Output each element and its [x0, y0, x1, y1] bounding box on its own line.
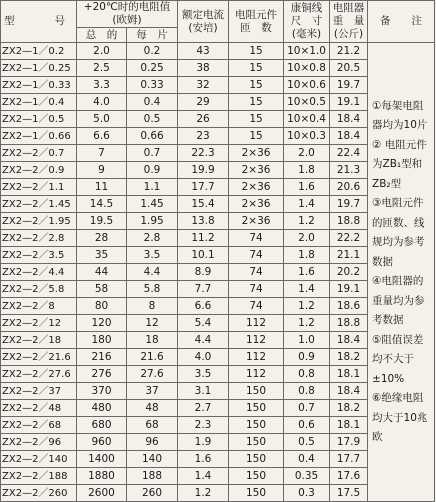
- model-cell: ZX2—2／12: [1, 315, 77, 332]
- rated-current-cell: 1.4: [178, 468, 229, 485]
- total-resistance-cell: 44: [77, 264, 127, 281]
- total-resistance-cell: 35: [77, 247, 127, 264]
- wire-size-cell: 1.2: [284, 298, 330, 315]
- wire-size-cell: 10×0.4: [284, 111, 330, 128]
- total-resistance-cell: 19.5: [77, 213, 127, 230]
- element-turns-cell: 150: [229, 468, 284, 485]
- weight-cell: 20.6: [330, 179, 368, 196]
- per-piece-resistance-cell: 1.45: [127, 196, 178, 213]
- rated-current-cell: 17.7: [178, 179, 229, 196]
- total-resistance-cell: 1400: [77, 451, 127, 468]
- element-turns-cell: 150: [229, 400, 284, 417]
- header-rated-current-line1: 额定电流: [182, 8, 225, 21]
- rated-current-cell: 1.9: [178, 434, 229, 451]
- weight-cell: 18.4: [330, 111, 368, 128]
- header-type: [1, 1, 77, 43]
- element-turns-cell: 2×36: [229, 196, 284, 213]
- remark-item: ⑥绝缘电阻均大于10兆欧: [372, 392, 428, 443]
- wire-size-cell: 1.2: [284, 213, 330, 230]
- rated-current-cell: 43: [178, 43, 229, 60]
- header-per-piece: 每 片: [127, 28, 178, 43]
- weight-cell: 19.7: [330, 196, 368, 213]
- per-piece-resistance-cell: 96: [127, 434, 178, 451]
- table-body: [1, 43, 435, 502]
- element-turns-cell: 150: [229, 417, 284, 434]
- header-type-a: 型: [4, 15, 15, 27]
- per-piece-resistance-cell: 12: [127, 315, 178, 332]
- header-row: [1, 1, 435, 28]
- weight-cell: 22.2: [330, 230, 368, 247]
- wire-size-cell: 10×0.8: [284, 60, 330, 77]
- per-piece-resistance-cell: 188: [127, 468, 178, 485]
- total-resistance-cell: 2.5: [77, 60, 127, 77]
- remark-item: ② 电阻元件为ZB₁型和ZB₂型: [372, 138, 427, 190]
- per-piece-resistance-cell: 3.5: [127, 247, 178, 264]
- model-cell: ZX2—2／8: [1, 298, 77, 315]
- per-piece-resistance-cell: 18: [127, 332, 178, 349]
- total-resistance-cell: 28: [77, 230, 127, 247]
- element-turns-cell: 15: [229, 43, 284, 60]
- model-cell: ZX2—2／37: [1, 383, 77, 400]
- per-piece-resistance-cell: 0.25: [127, 60, 178, 77]
- element-turns-cell: 150: [229, 451, 284, 468]
- total-resistance-cell: 9: [77, 162, 127, 179]
- per-piece-resistance-cell: 48: [127, 400, 178, 417]
- total-resistance-cell: 2.0: [77, 43, 127, 60]
- remark-item: ③电阻元件的匝数、线规均为参考数据: [372, 197, 425, 268]
- per-piece-resistance-cell: 1.95: [127, 213, 178, 230]
- rated-current-cell: 2.7: [178, 400, 229, 417]
- wire-size-cell: 0.7: [284, 400, 330, 417]
- element-turns-cell: 15: [229, 94, 284, 111]
- model-cell: ZX2—1／0.33: [1, 77, 77, 94]
- per-piece-resistance-cell: 0.5: [127, 111, 178, 128]
- total-resistance-cell: 4.0: [77, 94, 127, 111]
- total-resistance-cell: 216: [77, 349, 127, 366]
- wire-size-cell: 0.9: [284, 349, 330, 366]
- model-cell: ZX2—2／0.9: [1, 162, 77, 179]
- total-resistance-cell: 80: [77, 298, 127, 315]
- element-turns-cell: 2×36: [229, 162, 284, 179]
- element-turns-cell: 112: [229, 349, 284, 366]
- weight-cell: 18.1: [330, 366, 368, 383]
- per-piece-resistance-cell: 0.7: [127, 145, 178, 162]
- per-piece-resistance-cell: 8: [127, 298, 178, 315]
- per-piece-resistance-cell: 2.8: [127, 230, 178, 247]
- per-piece-resistance-cell: 0.33: [127, 77, 178, 94]
- wire-size-cell: 0.5: [284, 434, 330, 451]
- header-remarks: 备 注: [368, 1, 435, 43]
- total-resistance-cell: 2600: [77, 485, 127, 502]
- wire-size-cell: 0.35: [284, 468, 330, 485]
- total-resistance-cell: 680: [77, 417, 127, 434]
- wire-size-cell: 1.8: [284, 247, 330, 264]
- rated-current-cell: 13.8: [178, 213, 229, 230]
- weight-cell: 18.1: [330, 417, 368, 434]
- wire-size-cell: 10×0.6: [284, 77, 330, 94]
- rated-current-cell: 32: [178, 77, 229, 94]
- rated-current-cell: 6.6: [178, 298, 229, 315]
- weight-cell: 17.6: [330, 468, 368, 485]
- header-weight-line1: 电阻器: [332, 2, 365, 14]
- weight-cell: 18.8: [330, 315, 368, 332]
- remark-item: ④电阻器的重量均为参考数据: [372, 275, 425, 326]
- header-resistance-line1: +20℃时的电阻值: [83, 1, 171, 13]
- table-row: [1, 43, 435, 60]
- wire-size-cell: 1.6: [284, 179, 330, 196]
- header-wire-line3: (毫米): [291, 28, 322, 40]
- element-turns-cell: 112: [229, 366, 284, 383]
- element-turns-cell: 74: [229, 298, 284, 315]
- rated-current-cell: 2.3: [178, 417, 229, 434]
- weight-cell: 18.4: [330, 128, 368, 145]
- element-turns-cell: 15: [229, 111, 284, 128]
- weight-cell: 18.4: [330, 332, 368, 349]
- wire-size-cell: 0.6: [284, 417, 330, 434]
- total-resistance-cell: 14.5: [77, 196, 127, 213]
- rated-current-cell: 26: [178, 111, 229, 128]
- weight-cell: 19.1: [330, 281, 368, 298]
- weight-cell: 21.1: [330, 247, 368, 264]
- rated-current-cell: 4.4: [178, 332, 229, 349]
- wire-size-cell: 1.2: [284, 315, 330, 332]
- model-cell: ZX2—1／0.66: [1, 128, 77, 145]
- weight-cell: 18.6: [330, 298, 368, 315]
- per-piece-resistance-cell: 140: [127, 451, 178, 468]
- model-cell: ZX2—2／1.1: [1, 179, 77, 196]
- wire-size-cell: 1.8: [284, 162, 330, 179]
- per-piece-resistance-cell: 0.4: [127, 94, 178, 111]
- total-resistance-cell: 58: [77, 281, 127, 298]
- model-cell: ZX2—1／0.25: [1, 60, 77, 77]
- weight-cell: 21.2: [330, 43, 368, 60]
- model-cell: ZX2—2／3.5: [1, 247, 77, 264]
- rated-current-cell: 8.9: [178, 264, 229, 281]
- header-total: 总 的: [77, 28, 127, 43]
- model-cell: ZX2—2／140: [1, 451, 77, 468]
- header-elements: [229, 1, 284, 43]
- weight-cell: 17.5: [330, 485, 368, 502]
- wire-size-cell: 0.4: [284, 451, 330, 468]
- weight-cell: 18.4: [330, 383, 368, 400]
- rated-current-cell: 19.9: [178, 162, 229, 179]
- header-type-b: 号: [54, 15, 65, 27]
- header-rated-current-line2: (安培): [188, 21, 218, 34]
- weight-cell: 19.1: [330, 94, 368, 111]
- model-cell: ZX2—2／68: [1, 417, 77, 434]
- wire-size-cell: 10×0.5: [284, 94, 330, 111]
- wire-size-cell: 10×1.0: [284, 43, 330, 60]
- wire-size-cell: 1.0: [284, 332, 330, 349]
- wire-size-cell: 1.4: [284, 196, 330, 213]
- per-piece-resistance-cell: 0.2: [127, 43, 178, 60]
- wire-size-cell: 0.3: [284, 485, 330, 502]
- model-cell: ZX2—1／0.2: [1, 43, 77, 60]
- header-elements-line1: 电阻元件: [235, 8, 278, 21]
- weight-cell: 19.7: [330, 77, 368, 94]
- total-resistance-cell: 960: [77, 434, 127, 451]
- element-turns-cell: 112: [229, 315, 284, 332]
- total-resistance-cell: 3.3: [77, 77, 127, 94]
- model-cell: ZX2—2／4.4: [1, 264, 77, 281]
- element-turns-cell: 15: [229, 77, 284, 94]
- model-cell: ZX2—2／1.45: [1, 196, 77, 213]
- per-piece-resistance-cell: 4.4: [127, 264, 178, 281]
- header-weight: [330, 1, 368, 43]
- header-resistance: [77, 1, 178, 28]
- header-wire: [284, 1, 330, 43]
- element-turns-cell: 15: [229, 128, 284, 145]
- model-cell: ZX2—2／27.6: [1, 366, 77, 383]
- wire-size-cell: 0.8: [284, 366, 330, 383]
- per-piece-resistance-cell: 5.8: [127, 281, 178, 298]
- total-resistance-cell: 370: [77, 383, 127, 400]
- model-cell: ZX2—2／48: [1, 400, 77, 417]
- header-resistance-line2: (欧姆): [112, 14, 142, 26]
- model-cell: ZX2—2／188: [1, 468, 77, 485]
- header-weight-line3: (公斤): [333, 28, 364, 40]
- element-turns-cell: 2×36: [229, 145, 284, 162]
- rated-current-cell: 23: [178, 128, 229, 145]
- rated-current-cell: 15.4: [178, 196, 229, 213]
- total-resistance-cell: 11: [77, 179, 127, 196]
- model-cell: ZX2—1／0.4: [1, 94, 77, 111]
- wire-size-cell: 0.8: [284, 383, 330, 400]
- model-cell: ZX2—2／2.8: [1, 230, 77, 247]
- element-turns-cell: 74: [229, 264, 284, 281]
- model-cell: ZX2—2／96: [1, 434, 77, 451]
- total-resistance-cell: 7: [77, 145, 127, 162]
- rated-current-cell: 10.1: [178, 247, 229, 264]
- per-piece-resistance-cell: 27.6: [127, 366, 178, 383]
- element-turns-cell: 2×36: [229, 179, 284, 196]
- element-turns-cell: 2×36: [229, 213, 284, 230]
- per-piece-resistance-cell: 0.66: [127, 128, 178, 145]
- weight-cell: 21.3: [330, 162, 368, 179]
- total-resistance-cell: 5.0: [77, 111, 127, 128]
- rated-current-cell: 3.1: [178, 383, 229, 400]
- total-resistance-cell: 276: [77, 366, 127, 383]
- wire-size-cell: 2.0: [284, 145, 330, 162]
- model-cell: ZX2—1／0.5: [1, 111, 77, 128]
- per-piece-resistance-cell: 68: [127, 417, 178, 434]
- element-turns-cell: 74: [229, 230, 284, 247]
- model-cell: ZX2—2／21.6: [1, 349, 77, 366]
- header-elements-line2: 匝 数: [240, 21, 272, 34]
- model-cell: ZX2—2／0.7: [1, 145, 77, 162]
- total-resistance-cell: 180: [77, 332, 127, 349]
- remark-item: ①每架电阻器均为10片: [372, 99, 428, 131]
- per-piece-resistance-cell: 260: [127, 485, 178, 502]
- model-cell: ZX2—2／5.8: [1, 281, 77, 298]
- rated-current-cell: 4.0: [178, 349, 229, 366]
- weight-cell: 22.4: [330, 145, 368, 162]
- element-turns-cell: 150: [229, 434, 284, 451]
- total-resistance-cell: 120: [77, 315, 127, 332]
- rated-current-cell: 3.5: [178, 366, 229, 383]
- weight-cell: 20.2: [330, 264, 368, 281]
- total-resistance-cell: 1880: [77, 468, 127, 485]
- rated-current-cell: 22.3: [178, 145, 229, 162]
- total-resistance-cell: 6.6: [77, 128, 127, 145]
- rated-current-cell: 29: [178, 94, 229, 111]
- weight-cell: 18.2: [330, 400, 368, 417]
- rated-current-cell: 1.2: [178, 485, 229, 502]
- model-cell: ZX2—2／1.95: [1, 213, 77, 230]
- rated-current-cell: 5.4: [178, 315, 229, 332]
- header-rated-current: [178, 1, 229, 43]
- weight-cell: 20.5: [330, 60, 368, 77]
- element-turns-cell: 74: [229, 247, 284, 264]
- total-resistance-cell: 480: [77, 400, 127, 417]
- weight-cell: 17.7: [330, 451, 368, 468]
- element-turns-cell: 112: [229, 332, 284, 349]
- per-piece-resistance-cell: 37: [127, 383, 178, 400]
- element-turns-cell: 150: [229, 383, 284, 400]
- rated-current-cell: 11.2: [178, 230, 229, 247]
- per-piece-resistance-cell: 0.9: [127, 162, 178, 179]
- rated-current-cell: 38: [178, 60, 229, 77]
- rated-current-cell: 7.7: [178, 281, 229, 298]
- wire-size-cell: 1.6: [284, 264, 330, 281]
- remark-item: ⑤阻值误差均不大于±10%: [372, 333, 424, 385]
- wire-size-cell: 2.0: [284, 230, 330, 247]
- wire-size-cell: 10×0.3: [284, 128, 330, 145]
- per-piece-resistance-cell: 1.1: [127, 179, 178, 196]
- per-piece-resistance-cell: 21.6: [127, 349, 178, 366]
- model-cell: ZX2—2／18: [1, 332, 77, 349]
- header-wire-line1: 康铜线: [290, 2, 323, 14]
- element-turns-cell: 150: [229, 485, 284, 502]
- remarks-cell: [368, 43, 435, 502]
- weight-cell: 18.8: [330, 213, 368, 230]
- weight-cell: 18.2: [330, 349, 368, 366]
- weight-cell: 17.9: [330, 434, 368, 451]
- element-turns-cell: 15: [229, 60, 284, 77]
- wire-size-cell: 1.4: [284, 281, 330, 298]
- rated-current-cell: 1.6: [178, 451, 229, 468]
- header-wire-line2: 尺 寸: [290, 15, 323, 27]
- model-cell: ZX2—2／260: [1, 485, 77, 502]
- element-turns-cell: 74: [229, 281, 284, 298]
- header-weight-line2: 重 量: [332, 15, 365, 27]
